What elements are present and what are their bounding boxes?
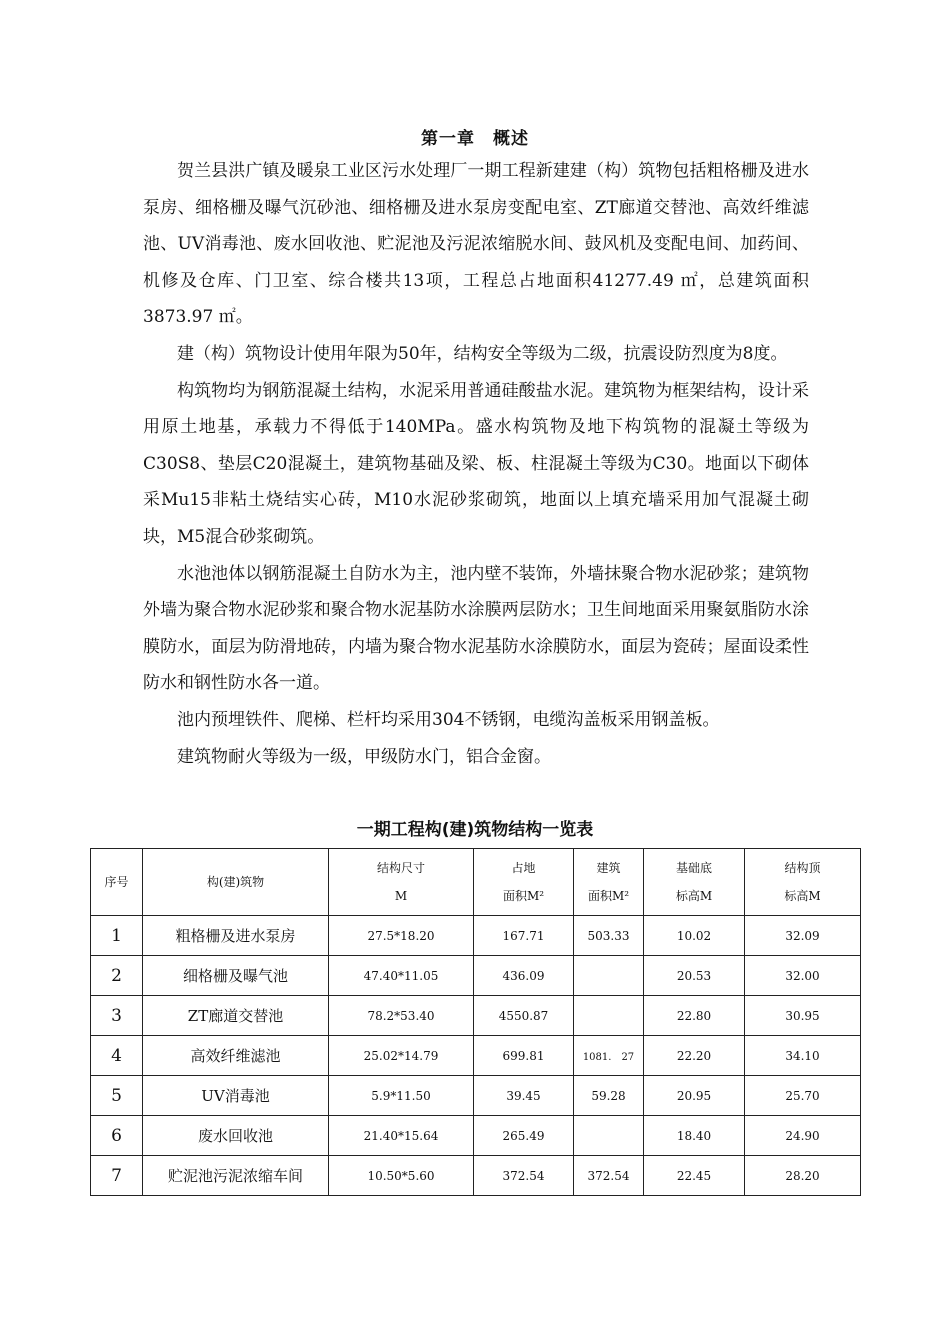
cell-floor-area: 59.28: [574, 1076, 644, 1116]
header-building: 构(建)筑物: [143, 849, 329, 916]
cell-top-elev: 24.90: [745, 1116, 861, 1156]
cell-building: 高效纤维滤池: [143, 1036, 329, 1076]
cell-top-elev: 32.09: [745, 916, 861, 956]
table-row: [91, 1076, 861, 1116]
cell-land-area: 265.49: [474, 1116, 574, 1156]
cell-dimensions: 10.50*5.60: [329, 1156, 474, 1196]
cell-building: UV消毒池: [143, 1076, 329, 1116]
cell-dimensions: 25.02*14.79: [329, 1036, 474, 1076]
cell-top-elev: 34.10: [745, 1036, 861, 1076]
paragraph-waterproofing: 水池池体以钢筋混凝土自防水为主，池内壁不装饰，外墙抹聚合物水泥砂浆；建筑物外墙为聚合物水泥砂浆和聚合物水泥基防水涂膜两层防水；卫生间地面采用聚氨脂防水涂膜防水，面层为防滑地砖，内墙为聚合物水泥基防水涂膜防水，面层为瓷砖；屋面设柔性防水和钢性防水各一道。: [143, 563, 809, 694]
cell-land-area: 436.09: [474, 956, 574, 996]
cell-dimensions: 78.2*53.40: [329, 996, 474, 1036]
header-top-elev: 结构顶 标高M: [745, 849, 861, 916]
cell-building: 细格栅及曝气池: [143, 956, 329, 996]
paragraph-structure: 构筑物均为钢筋混凝土结构，水泥采用普通硅酸盐水泥。建筑物为框架结构，设计采用原土地基，承载力不得低于140MPa。盛水构筑物及地下构筑物的混凝土等级为C30S8、垫层C20混凝土，建筑物基础及梁、板、柱混凝土等级为C30。地面以下砌体采Mu15非粘土烧结实心砖，M10水泥砂浆砌筑，地面以上填充墙采用加气混凝土砌块，M5混合砂浆砌筑。: [143, 380, 809, 547]
table-row: [91, 996, 861, 1036]
cell-floor-area: [574, 1116, 644, 1156]
paragraph-design-life: 建（构）筑物设计使用年限为50年，结构安全等级为二级，抗震设防烈度为8度。: [177, 343, 788, 364]
header-index: 序号: [91, 849, 143, 916]
cell-foundation-elev: 20.95: [644, 1076, 745, 1116]
paragraph-fire-rating: 建筑物耐火等级为一级，甲级防水门，铝合金窗。: [177, 746, 551, 767]
cell-index: 2: [91, 956, 143, 996]
cell-index: 4: [91, 1036, 143, 1076]
structure-table: [90, 848, 861, 1196]
paragraph-embedded-parts: 池内预埋铁件、爬梯、栏杆均采用304不锈钢，电缆沟盖板采用钢盖板。: [177, 709, 720, 730]
cell-floor-area: [574, 956, 644, 996]
cell-land-area: 372.54: [474, 1156, 574, 1196]
cell-land-area: 4550.87: [474, 996, 574, 1036]
cell-floor-area: 1081. 27: [574, 1036, 644, 1076]
table-row: [91, 1036, 861, 1076]
cell-land-area: 39.45: [474, 1076, 574, 1116]
cell-top-elev: 28.20: [745, 1156, 861, 1196]
table-header-row: [91, 849, 861, 916]
cell-land-area: 699.81: [474, 1036, 574, 1076]
cell-dimensions: 21.40*15.64: [329, 1116, 474, 1156]
cell-top-elev: 30.95: [745, 996, 861, 1036]
cell-dimensions: 27.5*18.20: [329, 916, 474, 956]
header-foundation-elev: 基础底 标高M: [644, 849, 745, 916]
table-row: [91, 956, 861, 996]
cell-building: ZT廊道交替池: [143, 996, 329, 1036]
cell-foundation-elev: 22.20: [644, 1036, 745, 1076]
cell-index: 6: [91, 1116, 143, 1156]
table-row: [91, 1116, 861, 1156]
cell-foundation-elev: 10.02: [644, 916, 745, 956]
cell-floor-area: 503.33: [574, 916, 644, 956]
cell-index: 3: [91, 996, 143, 1036]
cell-dimensions: 47.40*11.05: [329, 956, 474, 996]
table-row: [91, 916, 861, 956]
paragraph-overview: 贺兰县洪广镇及暖泉工业区污水处理厂一期工程新建建（构）筑物包括粗格栅及进水泵房、细格栅及曝气沉砂池、细格栅及进水泵房变配电室、ZT廊道交替池、高效纤维滤池、UV消毒池、废水回收池、贮泥池及污泥浓缩脱水间、鼓风机及变配电间、加药间、机修及仓库、门卫室、综合楼共13项，工程总占地面积41277.49 ㎡，总建筑面积3873.97 ㎡。: [143, 161, 809, 328]
cell-index: 1: [91, 916, 143, 956]
cell-top-elev: 25.70: [745, 1076, 861, 1116]
cell-building: 粗格栅及进水泵房: [143, 916, 329, 956]
cell-foundation-elev: 20.53: [644, 956, 745, 996]
cell-foundation-elev: 22.45: [644, 1156, 745, 1196]
cell-building: 废水回收池: [143, 1116, 329, 1156]
body-text: [143, 153, 809, 775]
cell-land-area: 167.71: [474, 916, 574, 956]
header-dimensions: 结构尺寸 M: [329, 849, 474, 916]
header-floor-area: 建筑 面积M²: [574, 849, 644, 916]
chapter-title: 第一章 概述: [421, 129, 529, 149]
cell-index: 5: [91, 1076, 143, 1116]
cell-floor-area: 372.54: [574, 1156, 644, 1196]
header-land-area: 占地 面积M²: [474, 849, 574, 916]
cell-building: 贮泥池污泥浓缩车间: [143, 1156, 329, 1196]
cell-dimensions: 5.9*11.50: [329, 1076, 474, 1116]
cell-foundation-elev: 22.80: [644, 996, 745, 1036]
table-row: [91, 1156, 861, 1196]
table-title: 一期工程构(建)筑物结构一览表: [356, 820, 594, 840]
cell-floor-area: [574, 996, 644, 1036]
cell-top-elev: 32.00: [745, 956, 861, 996]
cell-foundation-elev: 18.40: [644, 1116, 745, 1156]
cell-index: 7: [91, 1156, 143, 1196]
